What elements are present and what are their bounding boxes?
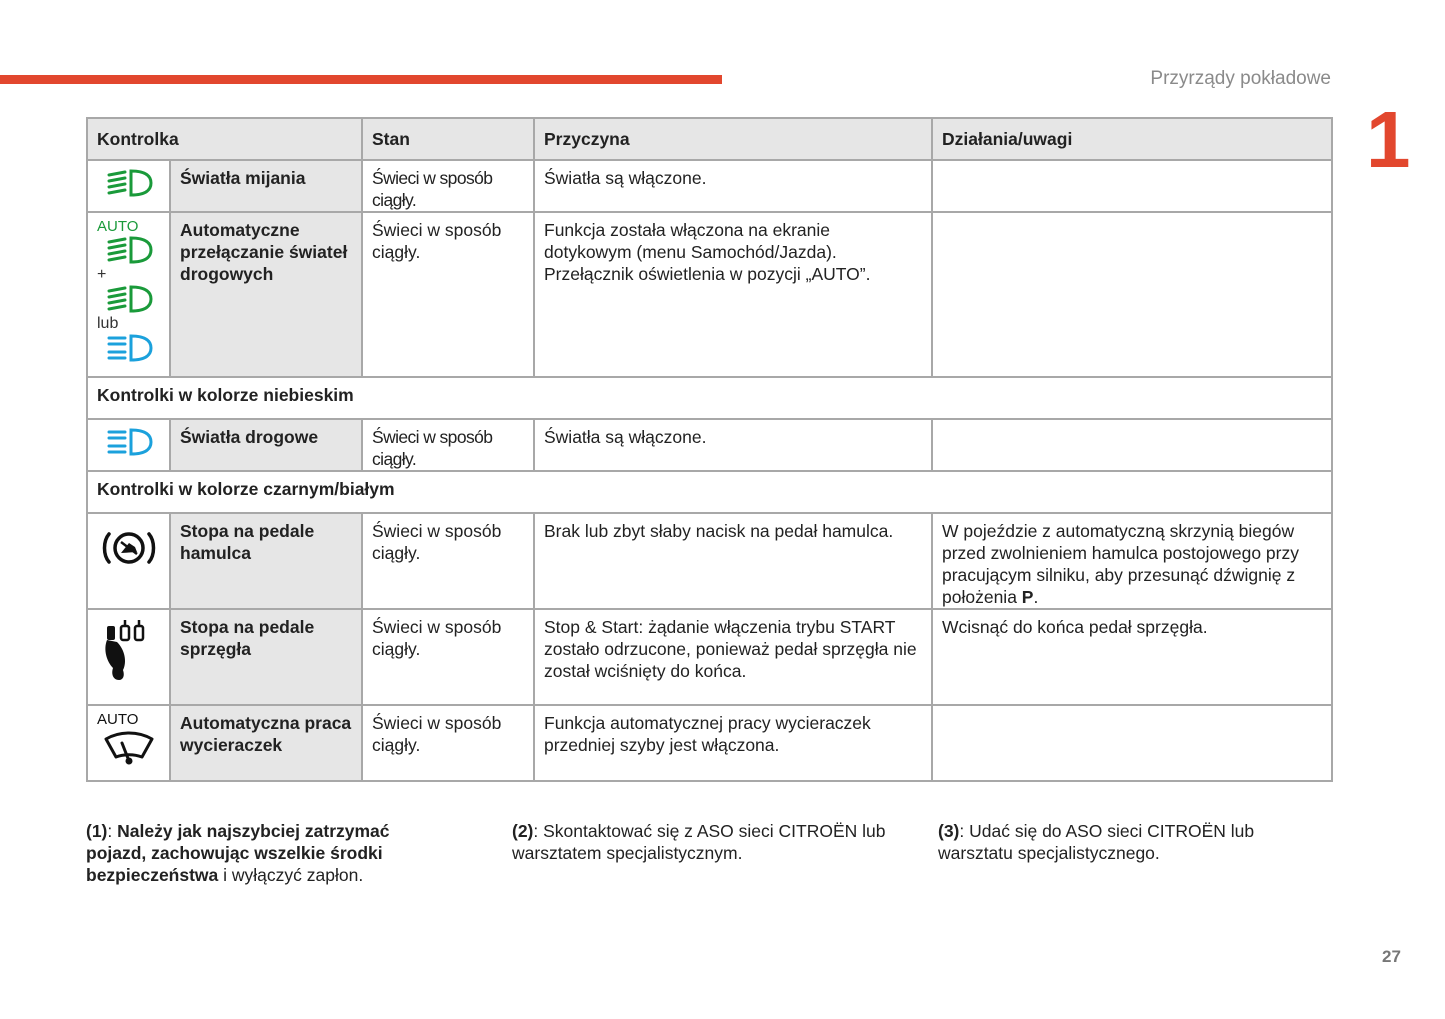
auto-wiper-icon: [87, 705, 170, 781]
high-beam-blue-icon: [105, 332, 153, 364]
footnote-2: [512, 820, 892, 864]
table-row: [87, 705, 1332, 781]
low-beam-green-icon: [105, 283, 153, 315]
section-title: Przyrządy pokładowe: [1150, 68, 1331, 89]
row-state: Świeci w sposób ciągły.: [362, 419, 534, 471]
row-cause: Brak lub zbyt słaby nacisk na pedał hamulca.: [534, 513, 932, 609]
row-name: Światła drogowe: [170, 419, 362, 471]
header-kontrolka: Kontrolka: [87, 118, 362, 160]
row-action: Wcisnąć do końca pedał sprzęgła.: [932, 609, 1332, 705]
low-beam-green-icon: [87, 160, 170, 212]
footnote-ref: (2): [512, 821, 534, 841]
chapter-number: 1: [1366, 95, 1411, 184]
row-cause: Funkcja automatycznej pracy wycieraczek przedniej szyby jest włączona.: [534, 705, 932, 781]
row-action: [932, 419, 1332, 471]
footnote-ref: (3): [938, 821, 960, 841]
page-number: 27: [1382, 947, 1401, 966]
row-name: Automatyczne przełączanie świateł drogowych: [170, 212, 362, 377]
table-header-row: [87, 118, 1332, 160]
table-row: [87, 212, 1332, 377]
footnote-colon: :: [959, 821, 965, 841]
footnote-colon: :: [533, 821, 539, 841]
footnote-3: [938, 820, 1298, 864]
table-row: [87, 160, 1332, 212]
footnote-text: Skontaktować się z ASO sieci CITROËN lub warsztatem specjalistycznym.: [512, 821, 886, 863]
footnote-text: Udać się do ASO sieci CITROËN lub warsztatu specjalistycznego.: [938, 821, 1255, 863]
row-action: [932, 705, 1332, 781]
row-name: Stopa na pedale sprzęgła: [170, 609, 362, 705]
header-stan: Stan: [362, 118, 534, 160]
row-cause: Światła są włączone.: [534, 160, 932, 212]
row-cause: Stop & Start: żądanie włączenia trybu START zostało odrzucone, ponieważ pedał sprzęgła nie został wciśnięty do końca.: [534, 609, 932, 705]
brake-pedal-foot-icon: [87, 513, 170, 609]
table-row: [87, 513, 1332, 609]
row-name: Stopa na pedale hamulca: [170, 513, 362, 609]
row-name: Światła mijania: [170, 160, 362, 212]
table-row: [87, 419, 1332, 471]
clutch-pedal-foot-icon: [87, 609, 170, 705]
row-cause: Funkcja została włączona na ekranie dotykowym (menu Samochód/Jazda). Przełącznik oświetlenia w pozycji „AUTO”.: [534, 212, 932, 377]
warning-lights-table: [86, 117, 1333, 782]
footnote-colon: :: [107, 821, 113, 841]
row-state: Świeci w sposób ciągły.: [362, 513, 534, 609]
row-action: [932, 212, 1332, 377]
footnote-ref: (1): [86, 821, 108, 841]
plus-label: +: [97, 266, 107, 283]
auto-label: AUTO: [97, 218, 139, 235]
action-text: W pojeździe z automatyczną skrzynią biegów przed zwolnieniem hamulca postojowego przy pracującym silniku, aby przesunąć dźwignię z położenia: [942, 521, 1299, 607]
low-beam-green-icon: [105, 234, 153, 266]
header-dzialania: Działania/uwagi: [932, 118, 1332, 160]
row-action: [932, 160, 1332, 212]
row-name: Automatyczna praca wycieraczek: [170, 705, 362, 781]
header-accent-bar: [0, 75, 722, 84]
row-state: Świeci w sposób ciągły.: [362, 160, 534, 212]
footnote-text: i wyłączyć zapłon.: [218, 865, 364, 885]
high-beam-blue-icon: [87, 419, 170, 471]
table-row: [87, 609, 1332, 705]
section-title-black: Kontrolki w kolorze czarnym/białym: [87, 471, 1332, 513]
row-action: [932, 513, 1332, 609]
footnote-bold-text: Należy jak najszybciej zatrzymać pojazd, zachowując wszelkie środki bezpieczeństwa: [86, 821, 390, 885]
row-state: Świeci w sposób ciągły.: [362, 212, 534, 377]
row-state: Świeci w sposób ciągły.: [362, 705, 534, 781]
gear-position: P: [1021, 587, 1034, 607]
section-title-blue: Kontrolki w kolorze niebieskim: [87, 377, 1332, 419]
action-end: .: [1033, 587, 1039, 607]
auto-headlamp-icon: [87, 212, 170, 377]
or-label: lub: [97, 315, 119, 332]
section-row: [87, 377, 1332, 419]
header-przyczyna: Przyczyna: [534, 118, 932, 160]
row-cause: Światła są włączone.: [534, 419, 932, 471]
section-row: [87, 471, 1332, 513]
row-state: Świeci w sposób ciągły.: [362, 609, 534, 705]
footnote-1: [86, 820, 446, 886]
auto-label: AUTO: [97, 711, 139, 728]
